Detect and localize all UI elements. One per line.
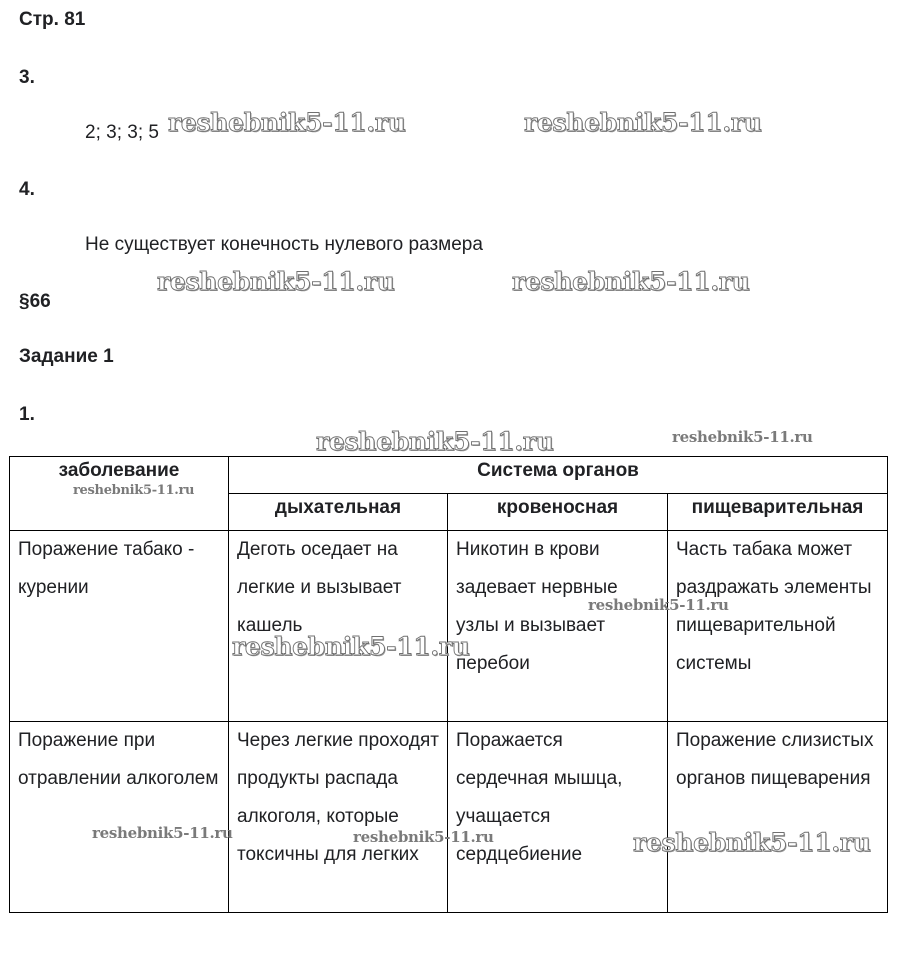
watermark-1: reshebnik5-11.ru — [168, 108, 406, 137]
header-digestive: пищеварительная — [668, 494, 888, 531]
watermark-8: reshebnik5-11.ru — [588, 596, 729, 614]
watermark-3: reshebnik5-11.ru — [157, 267, 395, 296]
watermark-11: reshebnik5-11.ru — [353, 828, 494, 846]
table-row — [10, 531, 888, 722]
header-circulatory: кровеносная — [448, 494, 668, 531]
cell-digestive: Поражение слизистых органов пищеварения — [668, 722, 888, 913]
page-title: Стр. 81 — [19, 9, 86, 30]
watermark-6: reshebnik5-11.ru — [672, 428, 813, 446]
task-4-answer: Не существует конечность нулевого размера — [85, 234, 483, 255]
organ-systems-table — [9, 456, 888, 913]
watermark-2: reshebnik5-11.ru — [524, 108, 762, 137]
cell-respiratory: Через легкие проходят продукты распада алкоголя, которые токсичны для легких — [229, 722, 448, 913]
table-row — [10, 722, 888, 913]
header-disease: заболевание — [10, 457, 229, 531]
watermark-5: reshebnik5-11.ru — [316, 427, 554, 456]
header-organ-system: Система органов — [229, 457, 888, 494]
cell-circulatory: Поражается сердечная мышца, учащается сердцебиение — [448, 722, 668, 913]
task-4-number: 4. — [19, 179, 35, 200]
item-number: 1. — [19, 404, 35, 425]
cell-respiratory: Деготь оседает на легкие и вызывает кашель — [229, 531, 448, 722]
cell-disease: Поражение при отравлении алкоголем — [10, 722, 229, 913]
cell-digestive: Часть табака может раздражать элементы пищеварительной системы — [668, 531, 888, 722]
task-3-number: 3. — [19, 67, 35, 88]
task-3-answer: 2; 3; 3; 5 — [85, 122, 159, 143]
cell-circulatory: Никотин в крови задевает нервные узлы и вызывает перебои — [448, 531, 668, 722]
watermark-10: reshebnik5-11.ru — [92, 824, 233, 842]
watermark-4: reshebnik5-11.ru — [512, 267, 750, 296]
watermark-9: reshebnik5-11.ru — [232, 632, 470, 661]
watermark-12: reshebnik5-11.ru — [633, 828, 871, 857]
assignment-heading: Задание 1 — [19, 346, 114, 367]
cell-disease: Поражение табако - курении — [10, 531, 229, 722]
watermark-7: reshebnik5-11.ru — [73, 483, 195, 498]
header-respiratory: дыхательная — [229, 494, 448, 531]
section-heading: §66 — [19, 291, 51, 312]
